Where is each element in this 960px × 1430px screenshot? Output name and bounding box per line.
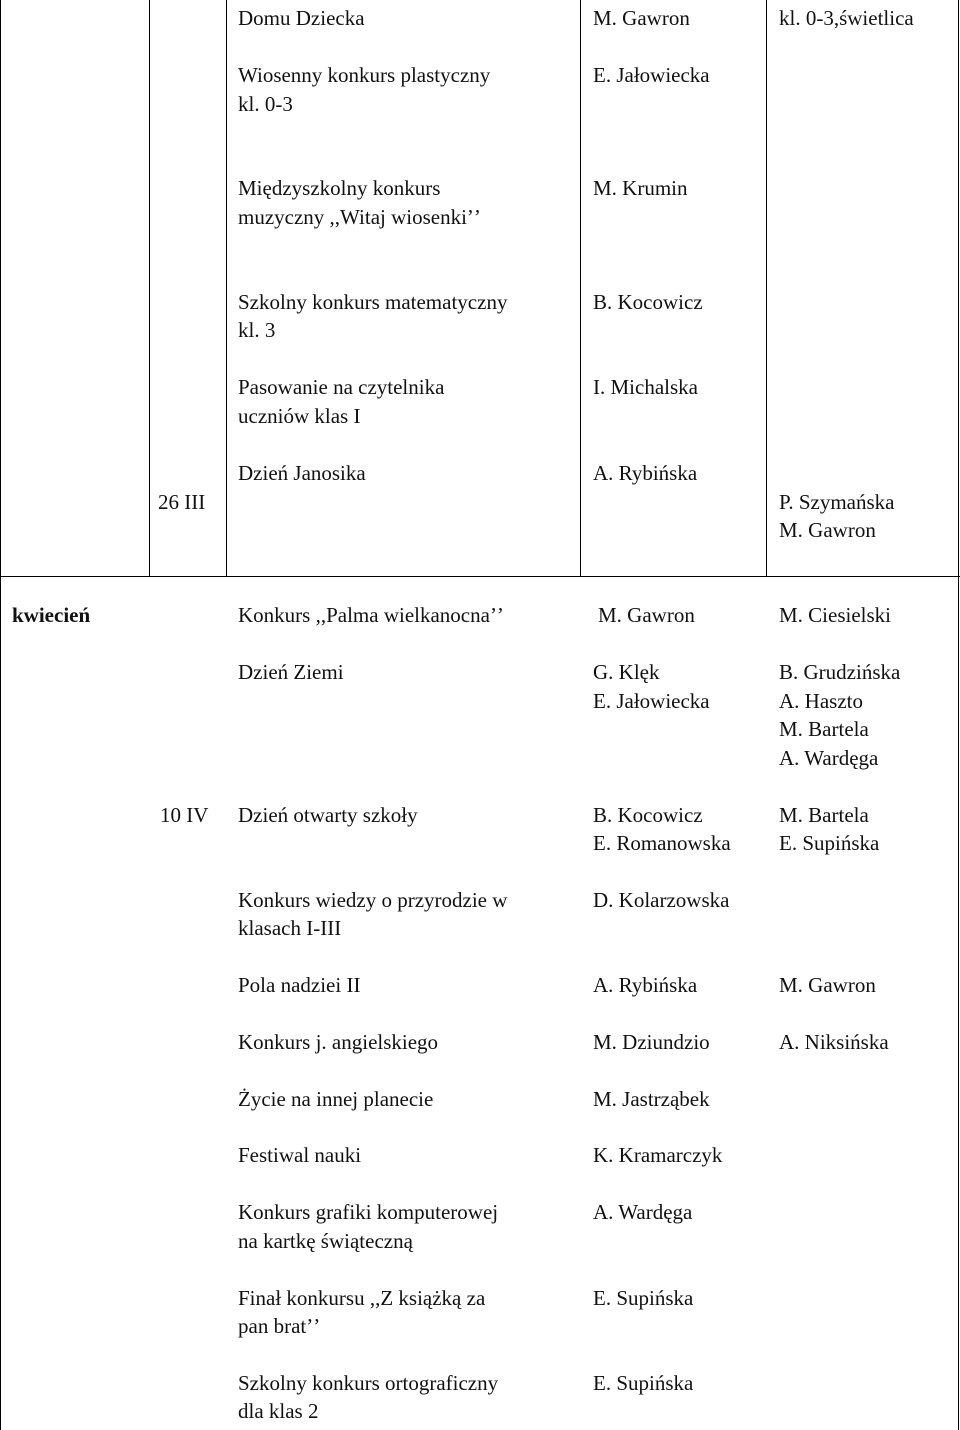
event-title: dla klas 2: [238, 1399, 319, 1423]
event-title: Pola nadziei II: [238, 973, 361, 997]
person-name: B. Kocowicz: [593, 803, 703, 827]
event-title: Pasowanie na czytelnika: [238, 375, 445, 399]
event-title: Konkurs grafiki komputerowej: [238, 1200, 499, 1224]
person-name: M. Gawron: [593, 6, 690, 30]
person-name: E. Jałowiecka: [593, 689, 710, 713]
event-title: muzyczny ,,Witaj wiosenkiʼʼ: [238, 205, 481, 229]
table-border-right: [958, 0, 959, 1430]
person-name: K. Kramarczyk: [593, 1143, 723, 1167]
extra-note: E. Supińska: [779, 831, 880, 855]
person-name: M. Krumin: [593, 176, 688, 200]
event-title: pan bratʼʼ: [238, 1314, 321, 1338]
person-name: I. Michalska: [593, 375, 698, 399]
person-name: D. Kolarzowska: [593, 888, 730, 912]
extra-note: A. Haszto: [779, 689, 863, 713]
person-name: G. Klęk: [593, 660, 660, 684]
event-title: Finał konkursu ,,Z książką za: [238, 1286, 486, 1310]
date-cell: 10 IV: [160, 803, 209, 827]
extra-note: M. Gawron: [779, 973, 876, 997]
event-title: Domu Dziecka: [238, 6, 365, 30]
extra-note: kl. 0-3,świetlica: [779, 6, 914, 30]
extra-note: P. Szymańska: [779, 490, 895, 514]
month-label: kwiecień: [12, 603, 91, 627]
event-title: kl. 3: [238, 318, 276, 342]
event-title: Festiwal nauki: [238, 1143, 362, 1167]
person-name: A. Rybińska: [593, 973, 698, 997]
column-divider-event: [580, 0, 581, 576]
extra-note: A. Wardęga: [779, 746, 879, 770]
event-title: na kartkę świąteczną: [238, 1229, 413, 1253]
person-name: B. Kocowicz: [593, 290, 703, 314]
event-title: Konkurs wiedzy o przyrodzie w: [238, 888, 508, 912]
date-cell: 26 III: [158, 490, 206, 514]
event-title: klasach I-III: [238, 916, 342, 940]
person-name: M. Dziundzio: [593, 1030, 710, 1054]
event-title: uczniów klas I: [238, 404, 361, 428]
person-name: A. Wardęga: [593, 1200, 693, 1224]
person-name: E. Supińska: [593, 1286, 694, 1310]
table-border-left: [0, 0, 1, 1430]
event-title: Międzyszkolny konkurs: [238, 176, 441, 200]
event-title: Dzień Janosika: [238, 461, 366, 485]
event-title: kl. 0-3: [238, 92, 293, 116]
person-name: E. Supińska: [593, 1371, 694, 1395]
column-divider-date: [226, 0, 227, 576]
event-title: Dzień Ziemi: [238, 660, 344, 684]
event-title: Wiosenny konkurs plastyczny: [238, 63, 491, 87]
person-name: E. Romanowska: [593, 831, 731, 855]
extra-note: M. Bartela: [779, 803, 869, 827]
extra-note: M. Ciesielski: [779, 603, 892, 627]
person-name: M. Jastrząbek: [593, 1087, 710, 1111]
extra-note: M. Bartela: [779, 717, 869, 741]
event-title: Szkolny konkurs ortograficzny: [238, 1371, 499, 1395]
extra-note: B. Grudzińska: [779, 660, 901, 684]
event-title: Konkurs j. angielskiego: [238, 1030, 439, 1054]
row-separator: [0, 576, 960, 577]
event-title: Szkolny konkurs matematyczny: [238, 290, 508, 314]
person-name: M. Gawron: [598, 603, 695, 627]
person-name: A. Rybińska: [593, 461, 698, 485]
extra-note: A. Niksińska: [779, 1030, 889, 1054]
column-divider-month: [149, 0, 150, 576]
event-title: Dzień otwarty szkoły: [238, 803, 418, 827]
event-title: Życie na innej planecie: [238, 1087, 434, 1111]
person-name: E. Jałowiecka: [593, 63, 710, 87]
column-divider-person: [766, 0, 767, 576]
extra-note: M. Gawron: [779, 518, 876, 542]
event-title: Konkurs ,,Palma wielkanocnaʼʼ: [238, 603, 504, 627]
